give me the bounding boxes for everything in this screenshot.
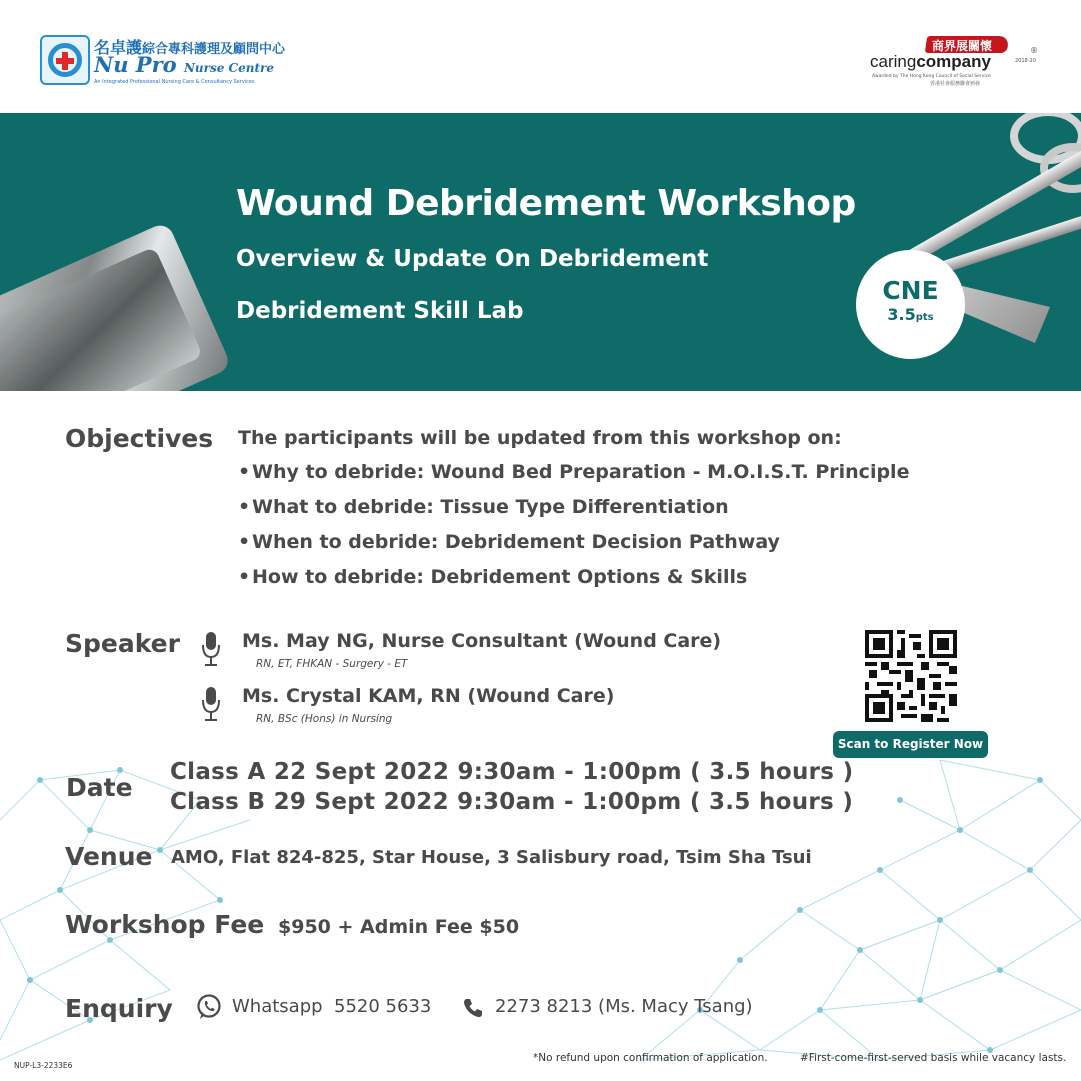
speaker-2-credentials: RN, BSc (Hons) in Nursing [256,713,393,725]
workshop-fee-amount: $950 + Admin Fee $50 [278,916,520,938]
logo-chinese-name: 綜合專科護理及顧問中心 [142,42,286,57]
scan-to-register-button[interactable]: Scan to Register Now [833,731,988,758]
workshop-title: Wound Debridement Workshop [236,183,856,224]
microphone-icon [201,686,221,724]
speaker-1-name: Ms. May NG, Nurse Consultant (Wound Care) [242,630,722,652]
first-come-note: #First-come-first-served basis while vacancy lasts. [800,1052,1067,1064]
logo-english-name: Nu Pro [94,52,177,77]
whatsapp-number: 5520 5633 [334,996,432,1017]
microphone-icon [201,631,221,669]
hero-banner [0,113,1081,391]
phone-icon [462,997,484,1019]
class-b-schedule: Class B 29 Sept 2022 9:30am - 1:00pm ( 3.5 hours ) [170,789,854,815]
caring-word: caring [870,52,917,71]
objective-item: •When to debride: Debridement Decision Pathway [238,531,780,553]
whatsapp-icon [196,994,222,1020]
objective-item: •Why to debride: Wound Bed Preparation - M.O.I.S.T. Principle [238,461,910,483]
cne-unit: pts [915,312,934,323]
class-a-schedule: Class A 22 Sept 2022 9:30am - 1:00pm ( 3.5 hours ) [170,759,854,785]
whatsapp-label: Whatsapp [232,996,323,1017]
nupro-logo [40,35,286,87]
whatsapp-contact[interactable] [232,996,431,1017]
nurse-cross-icon [40,35,90,85]
logo-tagline: An Integrated Professional Nursing Care & Consultancy Services [94,79,255,85]
caring-company-chinese: 商界展關懷 [932,39,993,53]
company-word: company [916,52,991,71]
venue-address: AMO, Flat 824-825, Star House, 3 Salisbury road, Tsim Sha Tsui [171,847,812,868]
speaker-1-credentials: RN, ET, FHKAN - Surgery - ET [256,658,408,670]
venue-label: Venue [65,842,153,871]
objective-item: •How to debride: Debridement Options & Skills [238,566,748,588]
objective-item: •What to debride: Tissue Type Differentiation [238,496,729,518]
registered-mark: ® [1030,46,1038,55]
document-code: NUP-L3-2233E6 [14,1061,73,1070]
cne-badge [856,250,965,359]
objectives-intro: The participants will be updated from this workshop on: [238,427,842,449]
no-refund-note: *No refund upon confirmation of application. [533,1052,768,1064]
logo-english-suffix: Nurse Centre [183,61,274,75]
enquiry-label: Enquiry [65,994,173,1023]
speaker-label: Speaker [65,629,180,658]
date-label: Date [66,773,133,802]
qr-code-icon[interactable] [865,630,957,722]
workshop-subtitle-1: Overview & Update On Debridement [236,246,709,272]
caring-company-awarded-chinese: 香港社會服務聯會頒發 [930,81,981,87]
surgical-tray-image [0,221,232,391]
speaker-2-name: Ms. Crystal KAM, RN (Wound Care) [242,685,615,707]
phone-contact[interactable]: 2273 8213 (Ms. Macy Tsang) [495,996,753,1017]
workshop-fee-label: Workshop Fee [65,910,265,939]
cne-label: CNE [882,276,939,305]
caring-company-logo [870,36,1040,90]
objectives-label: Objectives [65,424,214,453]
logo-chinese-prefix: 名卓護 [94,38,143,57]
caring-company-awarded: Awarded by The Hong Kong Council of Social Service [872,74,991,79]
cne-points: 3.5 [887,305,916,324]
caring-company-years: 2018-20 [1015,58,1036,64]
workshop-subtitle-2: Debridement Skill Lab [236,298,524,324]
